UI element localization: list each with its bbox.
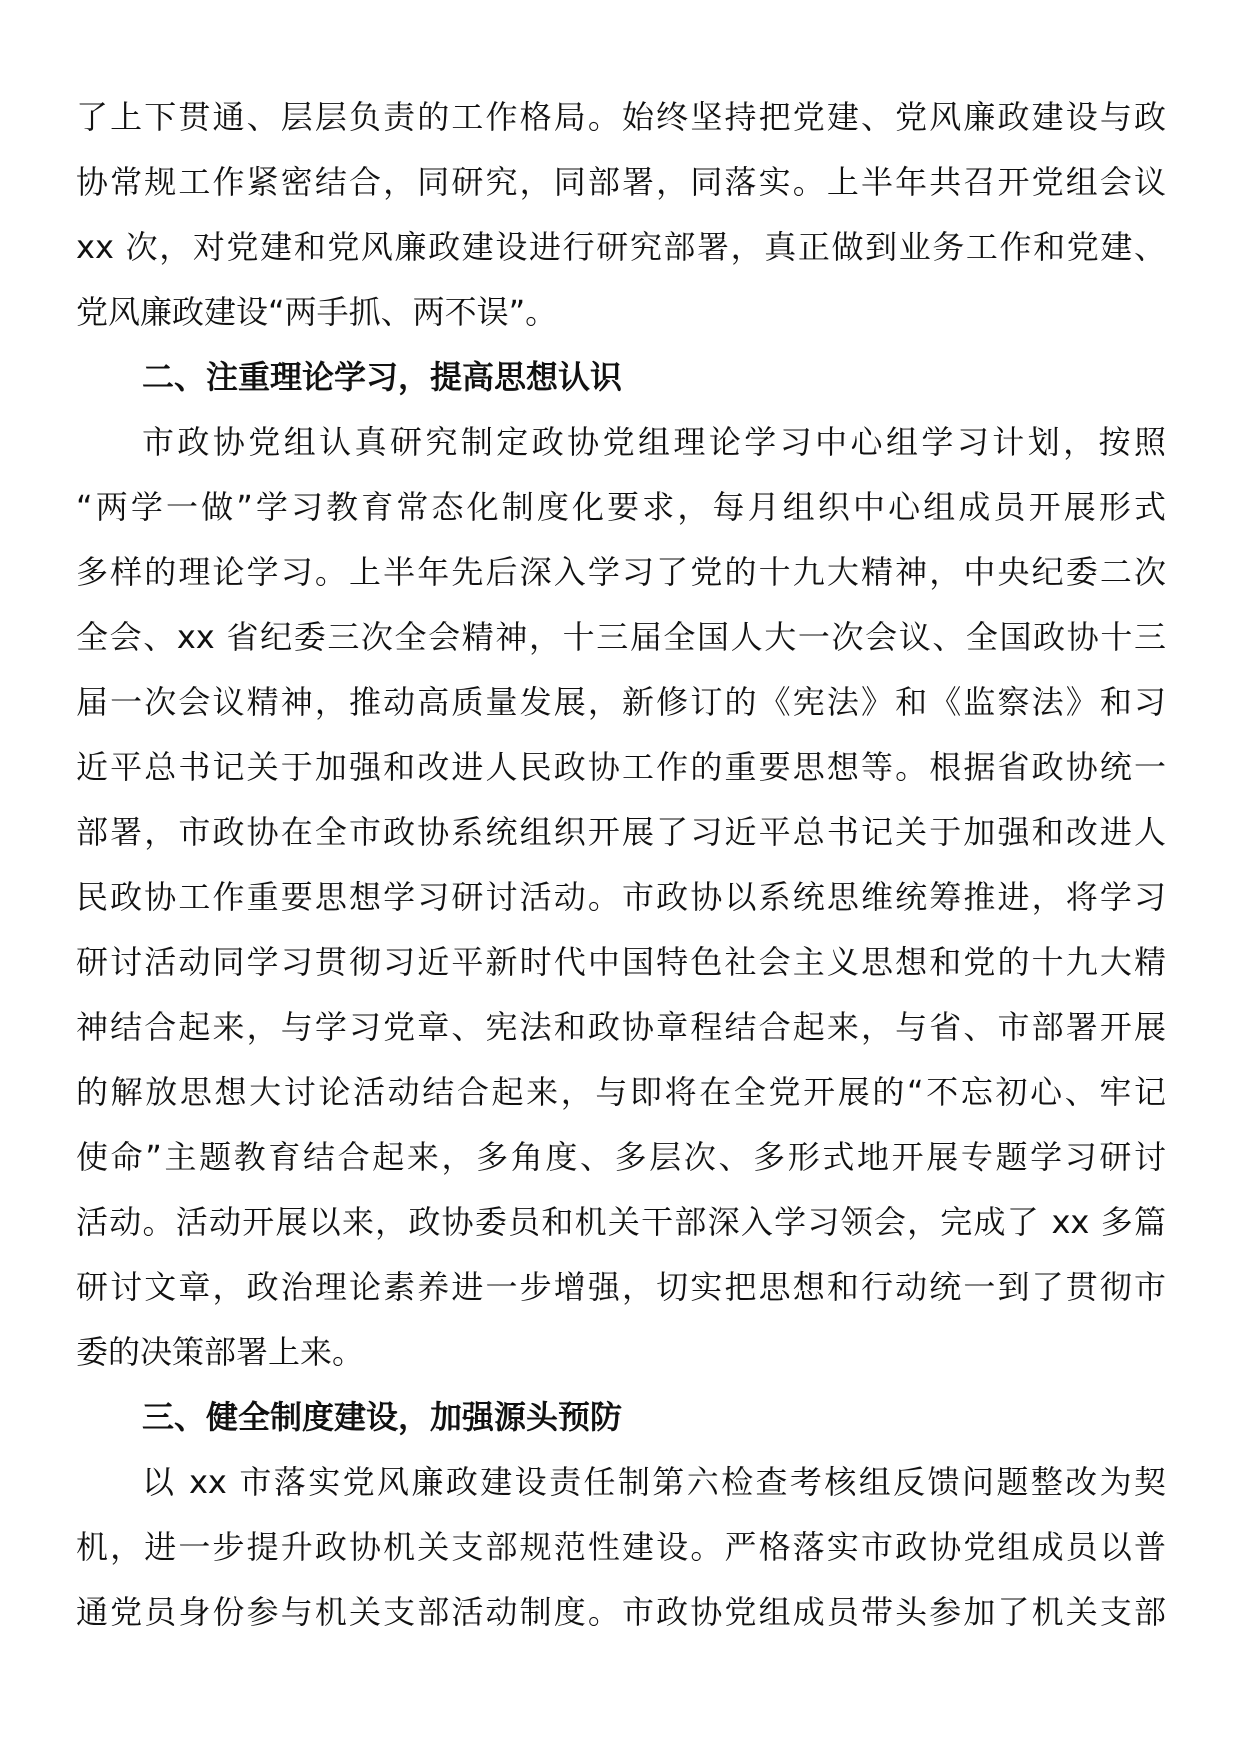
paragraph-line: 民政协工作重要思想学习研讨活动。市政协以系统思维统筹推进，将学习 (76, 878, 1166, 916)
paragraph-3 (76, 1450, 1166, 1645)
paragraph-line: 使命”主题教育结合起来，多角度、多层次、多形式地开展专题学习研讨 (76, 1138, 1166, 1176)
paragraph-line: 近平总书记关于加强和改进人民政协工作的重要思想等。根据省政协统一 (76, 748, 1166, 786)
paragraph-line: 部署，市政协在全市政协系统组织开展了习近平总书记关于加强和改进人 (76, 813, 1166, 851)
paragraph-line: 党风廉政建设“两手抓、两不误”。 (76, 293, 558, 331)
paragraph-line: 通党员身份参与机关支部活动制度。市政协党组成员带头参加了机关支部 (76, 1593, 1166, 1631)
paragraph-line: 多样的理论学习。上半年先后深入学习了党的十九大精神，中央纪委二次 (76, 553, 1166, 591)
paragraph-line: 机，进一步提升政协机关支部规范性建设。严格落实市政协党组成员以普 (76, 1528, 1166, 1566)
paragraph-line: 市政协党组认真研究制定政协党组理论学习中心组学习计划，按照 (142, 423, 1166, 461)
paragraph-line: 协常规工作紧密结合，同研究，同部署，同落实。上半年共召开党组会议 (76, 163, 1166, 201)
paragraph-line: 全会、xx 省纪委三次全会精神，十三届全国人大一次会议、全国政协十三 (76, 618, 1166, 656)
paragraph-line: 研讨文章，政治理论素养进一步增强，切实把思想和行动统一到了贯彻市 (76, 1268, 1166, 1306)
paragraph-line: 了上下贯通、层层负责的工作格局。始终坚持把党建、党风廉政建设与政 (76, 98, 1166, 136)
paragraph-line: 研讨活动同学习贯彻习近平新时代中国特色社会主义思想和党的十九大精 (76, 943, 1166, 981)
paragraph-line: “两学一做”学习教育常态化制度化要求，每月组织中心组成员开展形式 (76, 488, 1166, 526)
paragraph-line: 活动。活动开展以来，政协委员和机关干部深入学习领会，完成了 xx 多篇 (76, 1203, 1166, 1241)
section-heading-3: 三、健全制度建设，加强源头预防 (142, 1398, 623, 1436)
paragraph-1 (76, 85, 1166, 345)
paragraph-line: 委的决策部署上来。 (76, 1333, 365, 1371)
paragraph-2 (76, 410, 1166, 1385)
paragraph-line: 神结合起来，与学习党章、宪法和政协章程结合起来，与省、市部署开展 (76, 1008, 1166, 1046)
section-heading-2: 二、注重理论学习，提高思想认识 (142, 358, 623, 396)
paragraph-line: 的解放思想大讨论活动结合起来，与即将在全党开展的“不忘初心、牢记 (76, 1073, 1166, 1111)
paragraph-line: xx 次，对党建和党风廉政建设进行研究部署，真正做到业务工作和党建、 (76, 228, 1166, 266)
paragraph-line: 届一次会议精神，推动高质量发展，新修订的《宪法》和《监察法》和习 (76, 683, 1166, 721)
document-page (76, 85, 1166, 1645)
paragraph-line: 以 xx 市落实党风廉政建设责任制第六检查考核组反馈问题整改为契 (142, 1463, 1166, 1501)
